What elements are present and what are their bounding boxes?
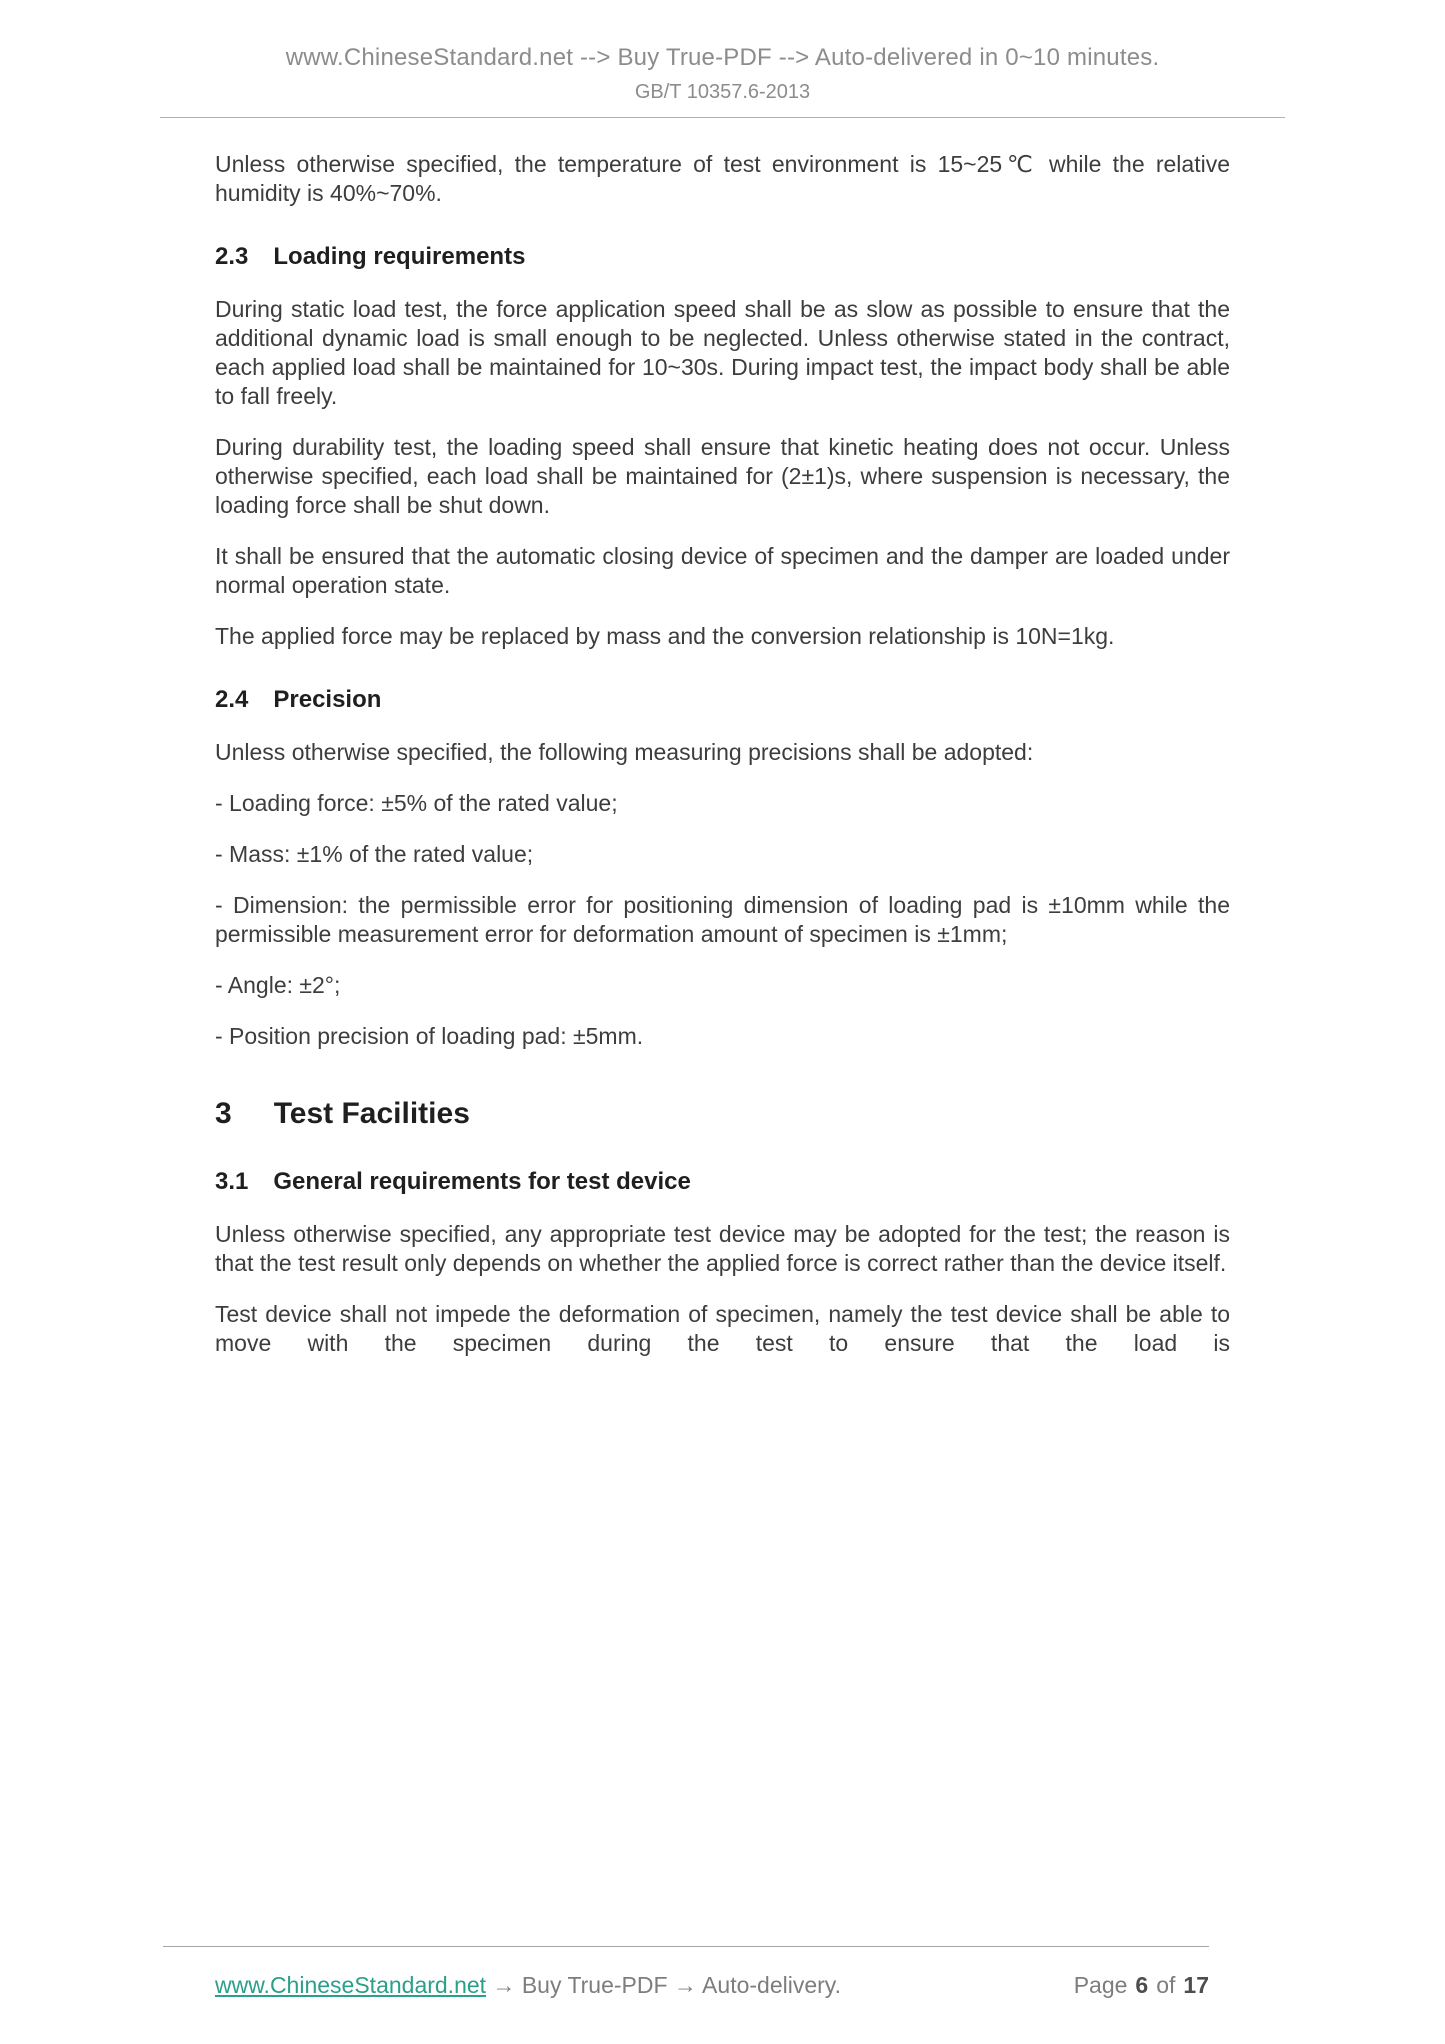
header-divider [160, 117, 1285, 118]
page-header [0, 0, 1445, 118]
list-item-mass: - Mass: ±1% of the rated value; [215, 841, 534, 867]
chapter-title: Test Facilities [273, 1097, 470, 1130]
section-title: Precision [273, 686, 382, 713]
paragraph: The applied force may be replaced by mass and the conversion relationship is 10N=1kg. [215, 623, 1115, 649]
paragraph: Unless otherwise specified, the temperature of test environment is 15~25℃ while the relative humidity is 40%~70%. [215, 151, 1230, 206]
paragraph: During static load test, the force application speed shall be as slow as possible to ensure that the additional dynamic load is small enough to be neglected. Unless otherwise stated in the contract, each applied load shall be maintained for 10~30s. During impact test, the impact body shall be able to fall freely. [215, 296, 1230, 409]
list-item-dimension: - Dimension: the permissible error for positioning dimension of loading pad is ±10mm while the permissible measurement error for deformation amount of specimen is ±1mm; [215, 892, 1230, 947]
chapter-number: 3 [215, 1097, 232, 1130]
paragraph: It shall be ensured that the automatic closing device of specimen and the damper are loaded under normal operation state. [215, 543, 1230, 598]
page-footer [163, 1946, 1209, 1999]
footer-promo-text: → Buy True-PDF → Auto-delivery. [486, 1972, 841, 1998]
header-standard-number: GB/T 10357.6-2013 [634, 81, 811, 103]
of-label: of [1156, 1972, 1176, 1998]
page-label: Page [1073, 1972, 1128, 1998]
footer-promo [215, 1972, 841, 1999]
list-item-angle: - Angle: ±2°; [215, 972, 341, 998]
document-body [0, 150, 1445, 1358]
footer-site-link[interactable]: www.ChineseStandard.net [215, 1972, 487, 1998]
page-indicator [1074, 1972, 1209, 1999]
section-heading-2-3 [215, 242, 1230, 271]
section-heading-2-4 [215, 685, 1230, 714]
current-page-number: 6 [1135, 1972, 1149, 1998]
list-item-loading-force: - Loading force: ±5% of the rated value; [215, 790, 618, 816]
chapter-heading-3 [215, 1095, 1230, 1133]
list-item-position: - Position precision of loading pad: ±5mm. [215, 1023, 644, 1049]
paragraph: Unless otherwise specified, any appropriate test device may be adopted for the test; the reason is that the test result only depends on whether the applied force is correct rather than the device itself. [215, 1221, 1230, 1276]
section-number: 3.1 [215, 1168, 249, 1195]
paragraph: Unless otherwise specified, the following measuring precisions shall be adopted: [215, 739, 1034, 765]
paragraph: Test device shall not impede the deformation of specimen, namely the test device shall be able to move with the specimen during the test to ensure that the load is [215, 1301, 1230, 1356]
footer-row [163, 1947, 1209, 1999]
section-title: Loading requirements [273, 243, 526, 270]
section-number: 2.3 [215, 243, 249, 270]
header-site-line: www.ChineseStandard.net --> Buy True-PDF --> Auto-delivered in 0~10 minutes. [285, 44, 1160, 71]
total-page-number: 17 [1183, 1972, 1209, 1998]
section-number: 2.4 [215, 686, 249, 713]
paragraph: During durability test, the loading speed shall ensure that kinetic heating does not occur. Unless otherwise specified, each load shall be maintained for (2±1)s, where suspension is necessary, the loading force shall be shut down. [215, 434, 1230, 518]
section-heading-3-1 [215, 1167, 1230, 1196]
section-title: General requirements for test device [273, 1168, 691, 1195]
